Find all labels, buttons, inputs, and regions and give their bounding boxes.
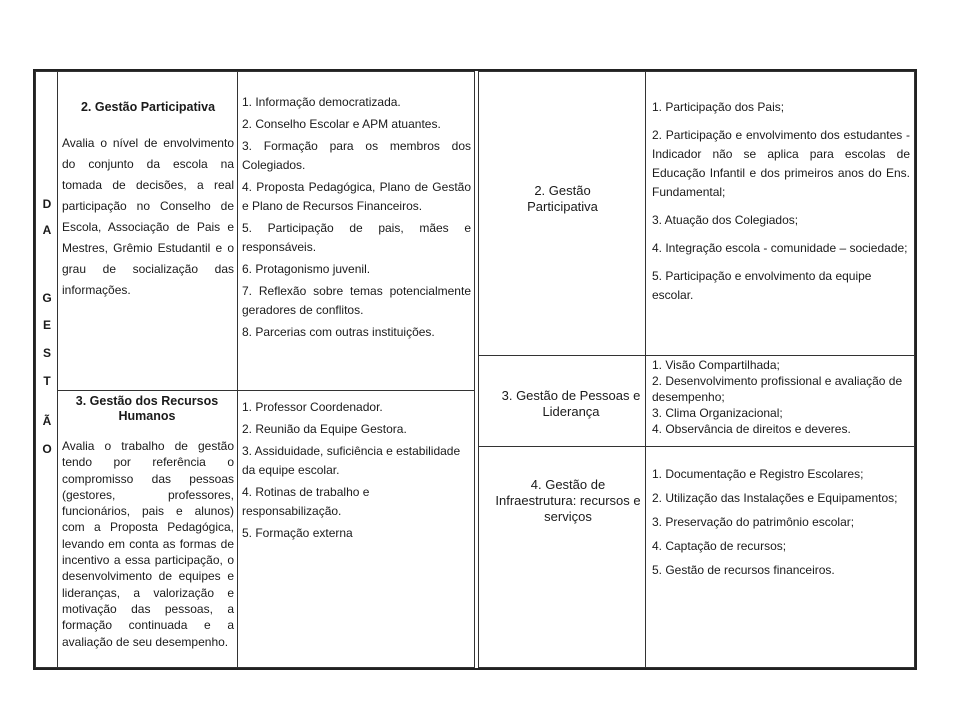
vertical-letter: T (43, 374, 51, 388)
infra-list (652, 466, 910, 578)
vertical-letter: D (42, 197, 52, 211)
pessoas-list (652, 357, 910, 437)
list-item: 3. Preservação do patrimônio escolar; (652, 515, 855, 529)
list-item: 8. Parcerias com outras instituições. (242, 325, 435, 339)
section3-title: 3. Gestão dos Recursos Humanos (75, 394, 219, 423)
participativa-list (652, 98, 910, 305)
list-item: 5. Participação de pais, mães e responsáveis. (242, 221, 471, 254)
list-item: 4. Observância de direitos e deveres. (652, 422, 851, 436)
list-item: 2. Desenvolvimento profissional e avaliação de desempenho; (652, 374, 903, 404)
list-item: 3. Formação para os membros dos Colegiados. (242, 139, 471, 172)
vertical-letter: E (42, 318, 51, 332)
vertical-label-column (35, 71, 58, 668)
list-item: 5. Formação externa (242, 526, 353, 540)
list-item: 2. Utilização das Instalações e Equipamentos; (652, 491, 898, 505)
list-item: 3. Assiduidade, suficiência e estabilidade da equipe escolar. (242, 444, 461, 477)
list-item: 4. Integração escola - comunidade – sociedade; (652, 241, 908, 255)
list-item: 1. Informação democratizada. (242, 95, 401, 109)
list-item: 1. Visão Compartilhada; (652, 358, 780, 372)
list-item: 2. Reunião da Equipe Gestora. (242, 422, 407, 436)
list-item: 5. Gestão de recursos financeiros. (652, 563, 835, 577)
list-item: 1. Professor Coordenador. (242, 400, 383, 414)
right-column-divider (645, 71, 646, 668)
list-item: 2. Participação e envolvimento dos estudantes - Indicador não se aplica para escolas de Educação Infantil e dos primeiros anos do Ens. Fundamental; (652, 128, 910, 199)
list-item: 4. Rotinas de trabalho e responsabilização. (242, 485, 370, 518)
vertical-letter: S (42, 346, 51, 360)
right-row-divider-2 (478, 446, 915, 447)
vertical-letter: O (42, 442, 52, 456)
list-item: 3. Atuação dos Colegiados; (652, 213, 799, 227)
list-item: 4. Proposta Pedagógica, Plano de Gestão e Plano de Recursos Financeiros. (242, 180, 471, 213)
list-item: 4. Captação de recursos; (652, 539, 787, 553)
list-item: 1. Documentação e Registro Escolares; (652, 467, 864, 481)
list-item: 5. Participação e envolvimento da equipe escolar. (652, 269, 872, 302)
section2-indicator-list (242, 93, 471, 342)
pessoas-title: 3. Gestão de Pessoas e Liderança (501, 388, 641, 419)
list-item: 1. Participação dos Pais; (652, 100, 785, 114)
vertical-letter: G (42, 291, 52, 305)
list-item: 2. Conselho Escolar e APM atuantes. (242, 117, 441, 131)
list-item: 6. Protagonismo juvenil. (242, 262, 371, 276)
left-column-divider (237, 71, 238, 668)
participativa-title: 2. Gestão Participativa (527, 183, 598, 214)
vertical-letter: A (42, 223, 52, 237)
section2-description: Avalia o nível de envolvimento do conjunto da escola na tomada de decisões, a real participação no Conselho de Escola, Associação de Pais e Mestres, Grêmio Estudantil e o grau de socialização das informações. (62, 136, 234, 297)
list-item: 7. Reflexão sobre temas potencialmente geradores de conflitos. (242, 284, 471, 317)
infra-title: 4. Gestão de Infraestrutura: recursos e serviços (495, 477, 641, 524)
section3-description: Avalia o trabalho de gestão tendo por referência o compromisso das pessoas (gestores, professores, funcionários, pais e alunos) com a Proposta Pedagógica, levando em conta as formas de incentivo a essa participação, o desenvolvimento de equipes e lideranças, a valorização e motivação das pessoas, a formação continuada e a avaliação de seu desempenho. (62, 439, 234, 649)
left-row-divider (58, 390, 475, 391)
vertical-letter: Ã (42, 414, 52, 428)
section3-indicator-list (242, 398, 471, 543)
right-row-divider-1 (478, 355, 915, 356)
section2-title: 2. Gestão Participativa (80, 100, 216, 114)
list-item: 3. Clima Organizacional; (652, 406, 783, 420)
